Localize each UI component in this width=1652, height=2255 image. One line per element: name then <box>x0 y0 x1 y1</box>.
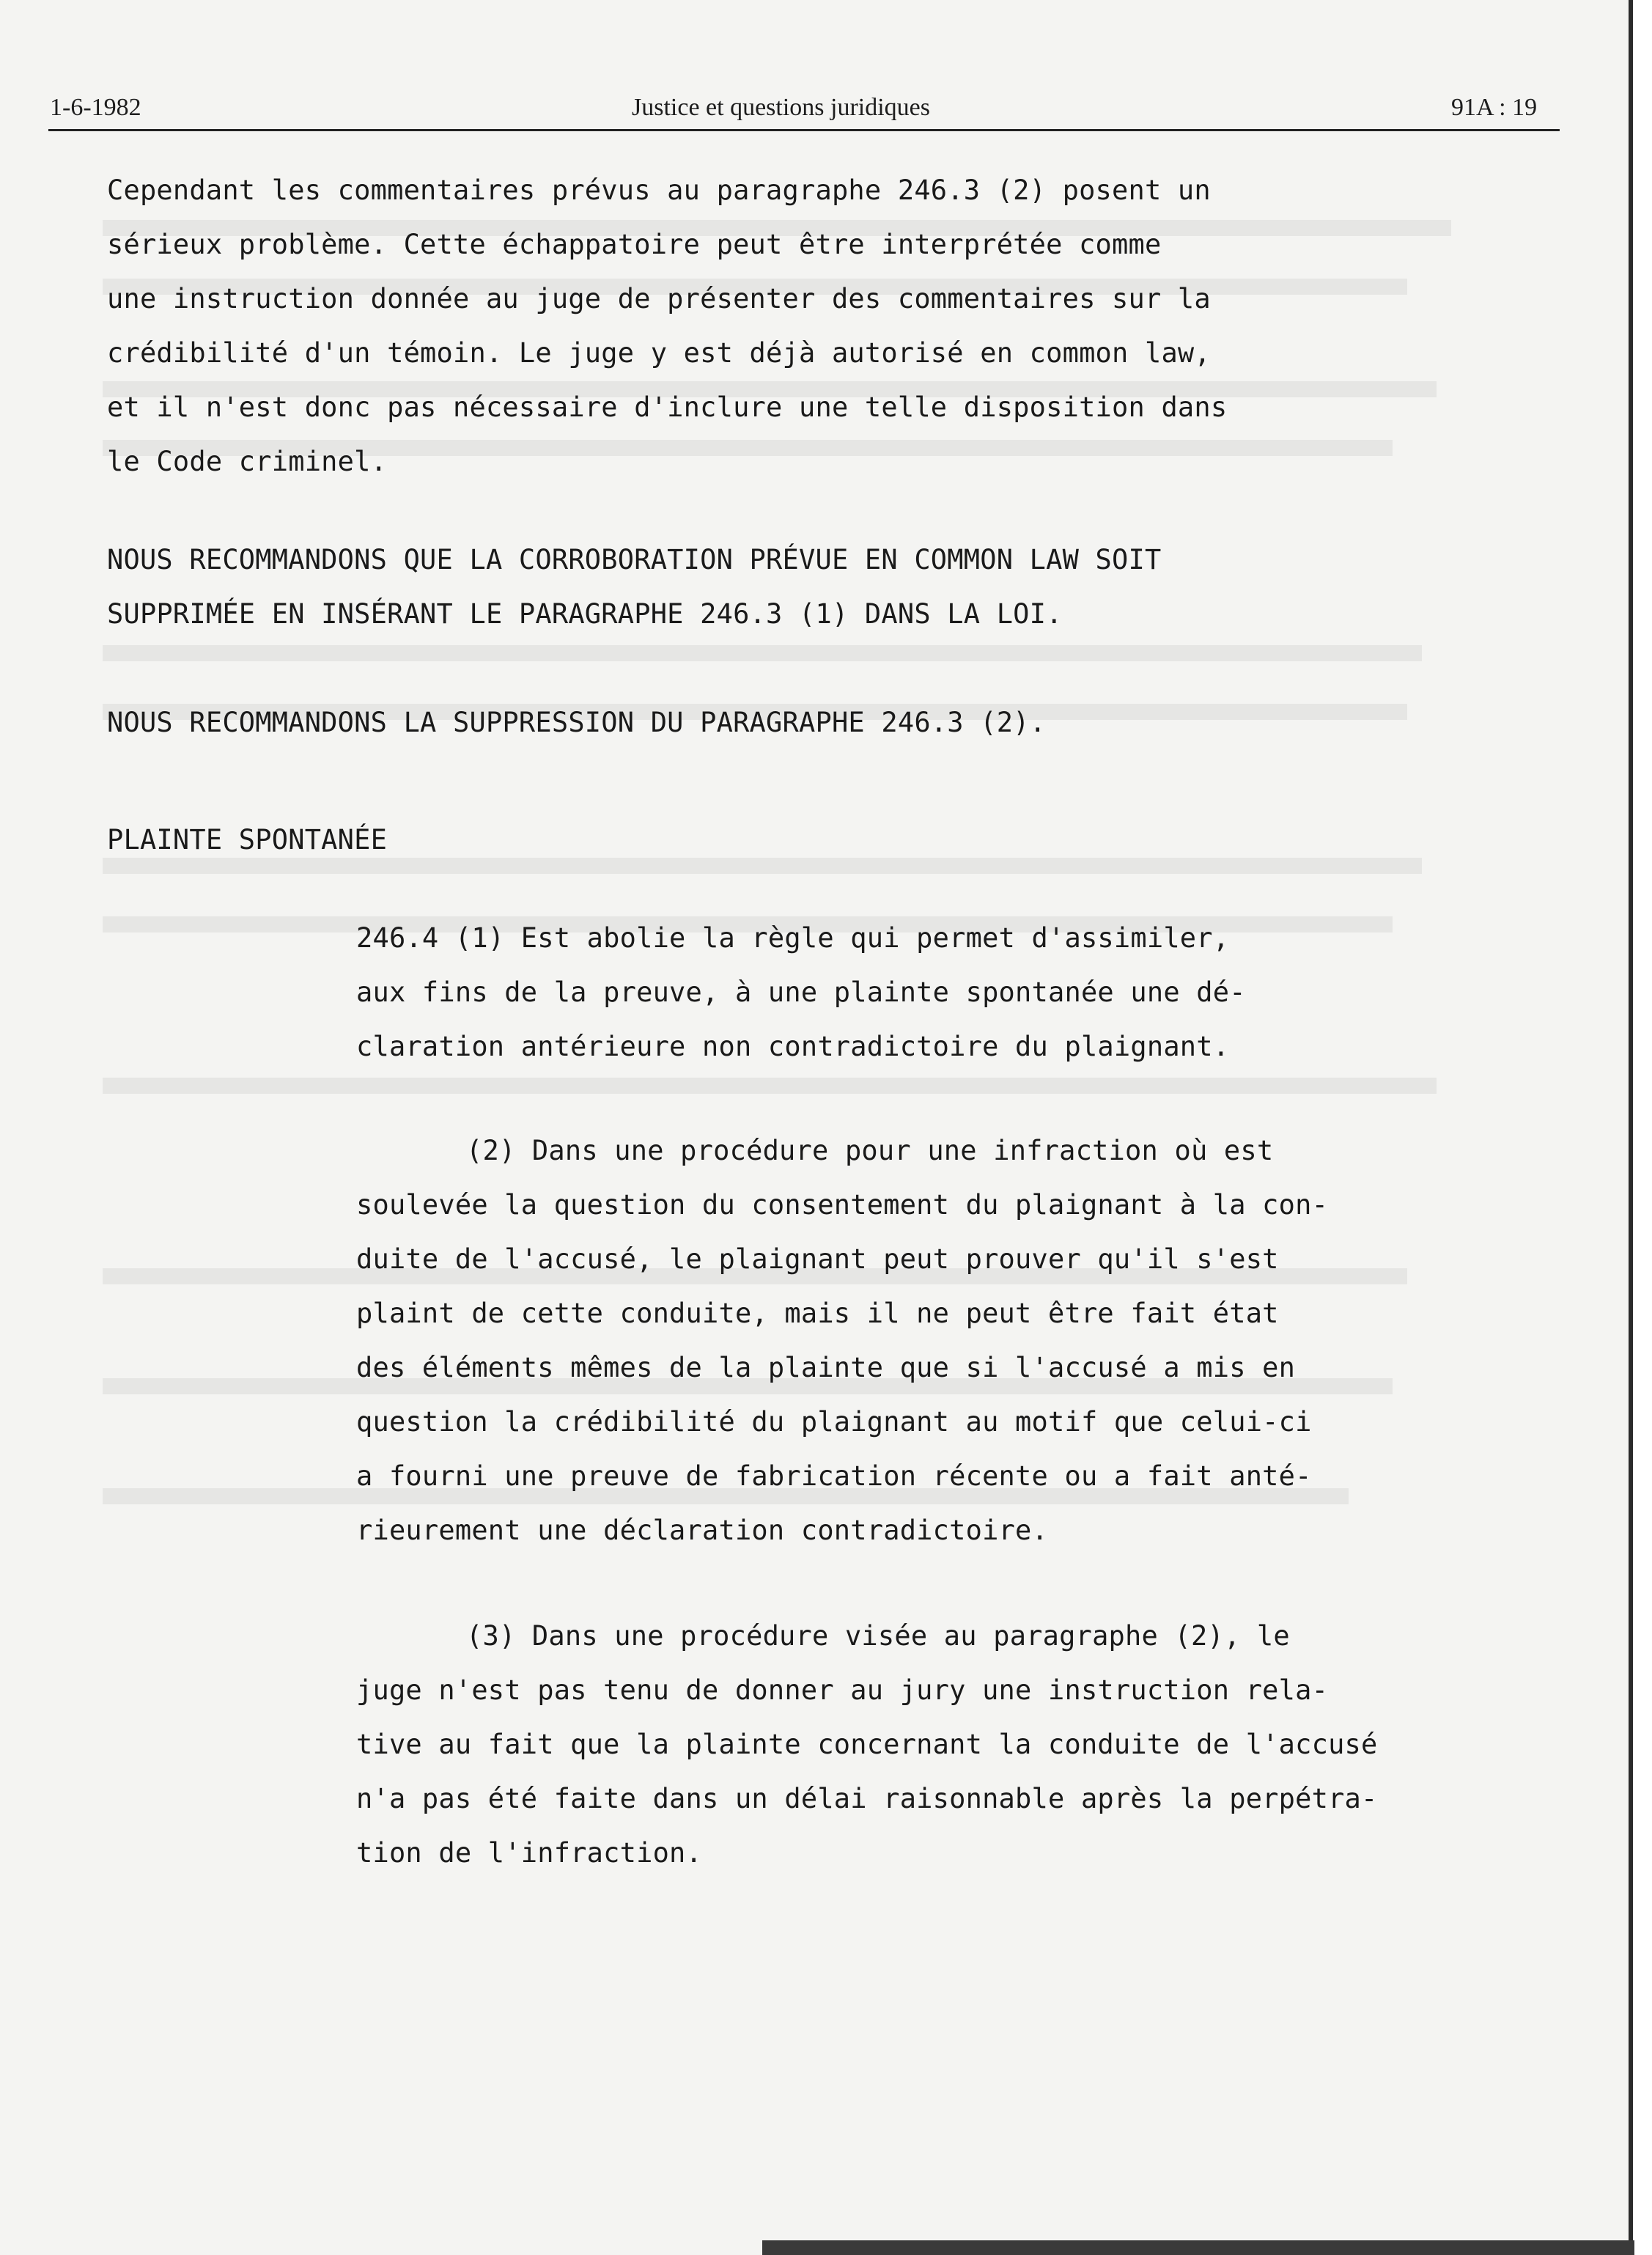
intro-line: le Code criminel. <box>107 446 388 477</box>
intro-line: crédibilité d'un témoin. Le juge y est déjà autorisé en common law, <box>107 337 1211 369</box>
statute-line: a fourni une preuve de fabrication récente ou a fait anté- <box>356 1460 1312 1492</box>
recommendation-suppression: NOUS RECOMMANDONS LA SUPPRESSION DU PARAGRAPHE 246.3 (2). <box>107 707 1047 738</box>
page-edge-right <box>1629 0 1652 2255</box>
header-date: 1-6-1982 <box>50 94 141 121</box>
statute-line: tive au fait que la plainte concernant la conduite de l'accusé <box>356 1729 1378 1760</box>
statute-line: (3) Dans une procédure visée au paragraphe (2), le <box>466 1620 1290 1652</box>
statute-line: rieurement une déclaration contradictoire. <box>356 1515 1048 1546</box>
statute-line: juge n'est pas tenu de donner au jury une instruction rela- <box>356 1674 1329 1706</box>
statute-line: aux fins de la preuve, à une plainte spontanée une dé- <box>356 976 1246 1008</box>
statute-line: des éléments mêmes de la plainte que si l'accusé a mis en <box>356 1352 1296 1383</box>
intro-line: Cependant les commentaires prévus au paragraphe 246.3 (2) posent un <box>107 174 1211 206</box>
statute-line: 246.4 (1) Est abolie la règle qui permet d'assimiler, <box>356 922 1230 954</box>
statute-line: duite de l'accusé, le plaignant peut prouver qu'il s'est <box>356 1243 1279 1275</box>
intro-line: sérieux problème. Cette échappatoire peut être interprétée comme <box>107 229 1162 260</box>
recommendation-line: SUPPRIMÉE EN INSÉRANT LE PARAGRAPHE 246.3 (1) DANS LA LOI. <box>107 598 1063 630</box>
intro-line: et il n'est donc pas nécessaire d'inclure une telle disposition dans <box>107 391 1228 423</box>
statute-line: n'a pas été faite dans un délai raisonnable après la perpétra- <box>356 1783 1378 1814</box>
statute-line: question la crédibilité du plaignant au motif que celui-ci <box>356 1406 1312 1438</box>
recommendation-line: NOUS RECOMMANDONS QUE LA CORROBORATION PRÉVUE EN COMMON LAW SOIT <box>107 544 1162 575</box>
statute-line: plaint de cette conduite, mais il ne peut être fait état <box>356 1298 1279 1329</box>
header-title: Justice et questions juridiques <box>632 94 931 121</box>
statute-line: claration antérieure non contradictoire du plaignant. <box>356 1031 1230 1062</box>
header-page-number: 91A : 19 <box>1451 94 1538 121</box>
page-edge-bottom <box>762 2240 1634 2255</box>
header-rule <box>48 129 1560 131</box>
section-heading: PLAINTE SPONTANÉE <box>107 824 388 856</box>
statute-line: (2) Dans une procédure pour une infraction où est <box>466 1135 1274 1166</box>
statute-line: soulevée la question du consentement du plaignant à la con- <box>356 1189 1329 1221</box>
intro-line: une instruction donnée au juge de présenter des commentaires sur la <box>107 283 1211 314</box>
statute-line: tion de l'infraction. <box>356 1837 702 1869</box>
